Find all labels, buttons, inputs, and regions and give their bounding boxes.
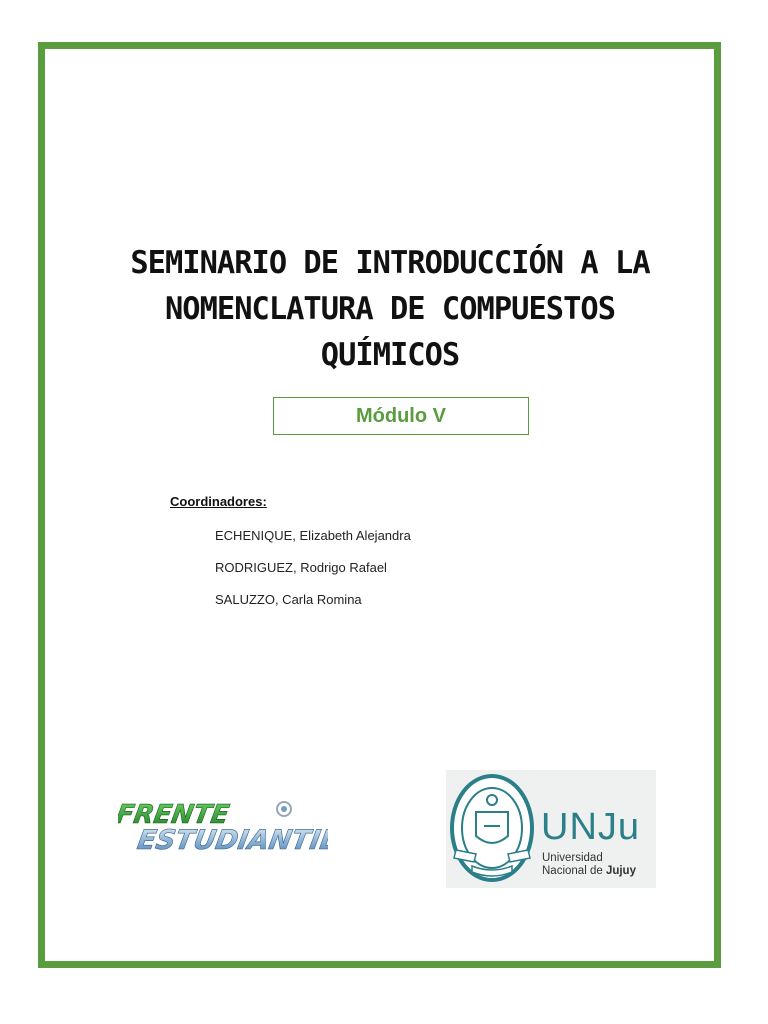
coordinators-heading: Coordinadores:	[170, 494, 267, 509]
title-line-3: QUÍMICOS	[320, 337, 460, 373]
coordinators-list	[215, 527, 411, 623]
unju-acronym: UNJu	[541, 806, 641, 848]
coordinator-name: ECHENIQUE, Elizabeth Alejandra	[215, 528, 411, 543]
unju-seal-icon	[446, 770, 538, 888]
svg-text:ESTUDIANTIL: ESTUDIANTIL	[134, 825, 328, 855]
unju-logo	[446, 770, 656, 888]
unju-name	[542, 852, 636, 878]
module-label: Módulo V	[273, 397, 529, 435]
document-title	[116, 240, 665, 378]
coordinator-name: RODRIGUEZ, Rodrigo Rafael	[215, 560, 387, 575]
unju-name-line-1: Universidad	[542, 852, 603, 864]
frente-estudiantil-logo	[118, 793, 328, 855]
coordinator-name: SALUZZO, Carla Romina	[215, 592, 362, 607]
title-line-2: NOMENCLATURA DE COMPUESTOS	[164, 291, 616, 327]
title-line-1: SEMINARIO DE INTRODUCCIÓN A LA	[130, 245, 650, 281]
svg-text:FRENTE: FRENTE	[118, 800, 232, 830]
unju-name-line-2: Nacional de Jujuy	[542, 865, 636, 877]
